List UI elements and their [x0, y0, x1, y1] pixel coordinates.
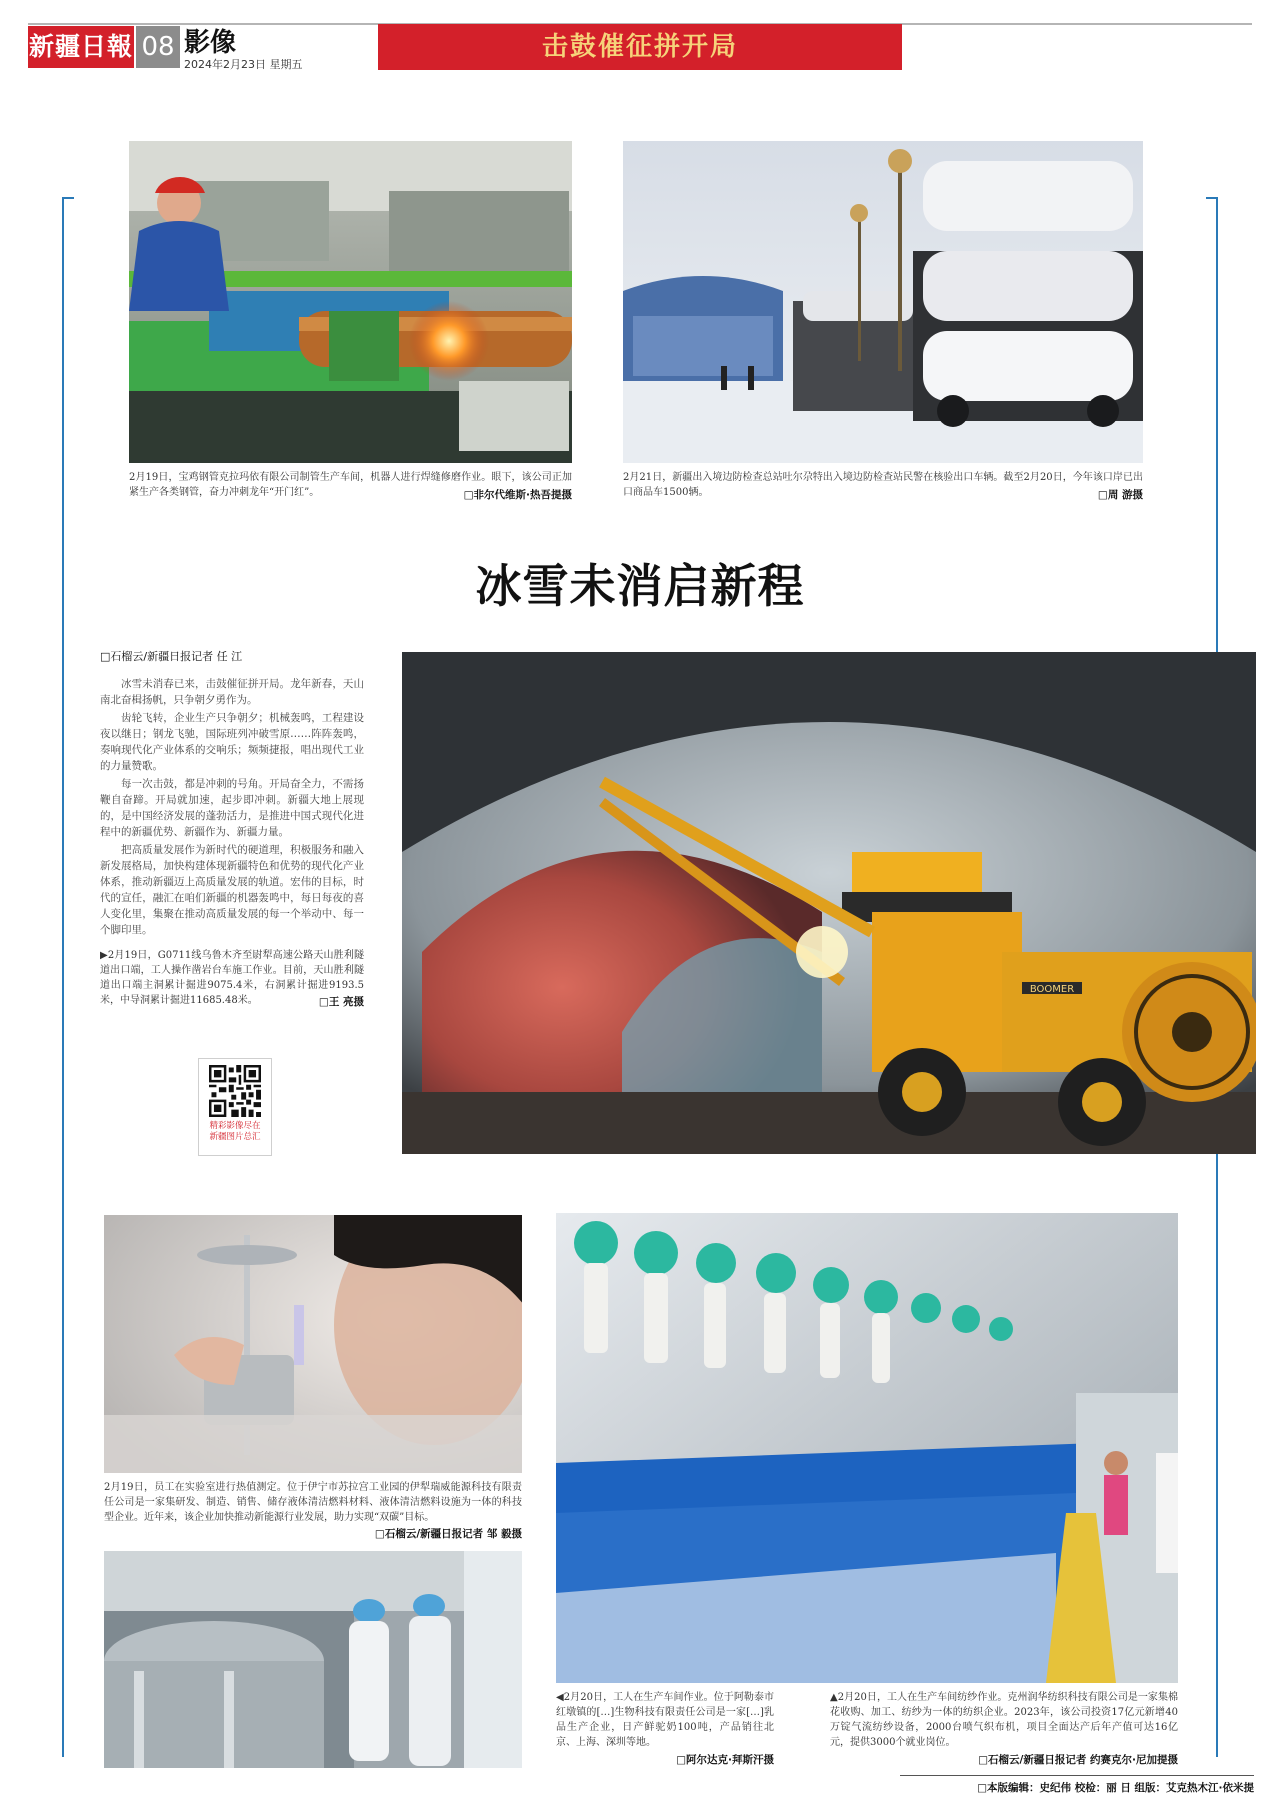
- article-paragraph: 齿轮飞转，企业生产只争朝夕；机械轰鸣，工程建设夜以继日；钢龙飞驰，国际班列冲破雪原……阵阵轰鸣，奏响现代化产业体系的交响乐；频频捷报，唱出现代工业的力量赞歌。: [100, 712, 364, 772]
- page-number: 08: [136, 26, 180, 68]
- credit-border-port: □周 游摄: [1097, 489, 1143, 501]
- topic-banner: 击鼓催征拼开局: [378, 24, 902, 70]
- caption-dairy: ◀2月20日，工人在生产车间作业。位于阿勒泰市红墩镇的[…]生物科技有限责任公司是一家[…]乳品生产企业，日产鲜驼奶100吨，产品销往北京、上海、深圳等地。: [556, 1692, 774, 1748]
- credit-tunnel: □王 亮摄: [318, 996, 364, 1008]
- article-byline: □石榴云/新疆日报记者 任 江: [100, 650, 243, 663]
- article-paragraph: 每一次击鼓，都是冲刺的号角。开局奋全力，不需扬鞭自奋蹄。开局就加速，起步即冲刺。新疆大地上展现的，是中国经济发展的蓬勃活力，是推进中国式现代化进程中的新疆优势、新疆作为、新疆力量。: [100, 778, 364, 838]
- machine-brand-label: BOOMER: [1029, 984, 1075, 995]
- photo-dairy: [104, 1551, 522, 1768]
- caption-spinning: ▲2月20日，工人在生产车间纺纱作业。克州润华纺织科技有限公司是一家集棉花收购、加工、纺纱为一体的纺织企业。2023年，该公司投资17亿元新增40万锭气流纺纱设备，2000台喷气织布机，项目全面达产后年产值可达16亿元，提供3000个就业岗位。: [830, 1692, 1178, 1748]
- photo-lab: [104, 1215, 522, 1473]
- caption-border-port: 2月21日，新疆出入境边防检查总站吐尔尕特出入境边防检查站民警在核验出口车辆。截至2月20日，今年该口岸已出口商品车1500辆。: [623, 472, 1143, 498]
- issue-date: 2024年2月23日 星期五: [184, 58, 303, 71]
- qr-code-icon[interactable]: [209, 1065, 261, 1117]
- qr-caption-line1: 精彩影像尽在: [209, 1121, 261, 1131]
- credit-lab: □石榴云/新疆日报记者 邹 毅摄: [374, 1528, 522, 1540]
- newspaper-logo: 新疆日報: [28, 26, 134, 68]
- caption-lab: 2月19日，员工在实验室进行热值测定。位于伊宁市苏拉宫工业园的伊犁瑞威能源科技有限责任公司是一家集研发、制造、销售、储存液体清洁燃料材料、液体清洁燃料设施为一体的科技型企业。近年来，该企业加快推动新能源行业发展，助力实现“双碳”目标。: [104, 1482, 522, 1523]
- footer-editors: □本版编辑：史纪伟 校检：丽 日 组版：艾克热木江·依米提: [977, 1782, 1254, 1794]
- caption-tunnel: ▶2月19日，G0711线乌鲁木齐至尉犁高速公路天山胜利隧道出口端，工人操作凿岩台车施工作业。目前，天山胜利隧道出口端主洞累计掘进9075.4米，右洞累计掘进9193.5米，中导洞累计掘进11685.48米。: [100, 950, 364, 1006]
- caption-pipe-factory: 2月19日，宝鸡钢管克拉玛依有限公司制管生产车间，机器人进行焊缝修磨作业。眼下，该公司正加紧生产各类钢管，奋力冲刺龙年“开门红”。: [129, 472, 572, 498]
- qr-box: [198, 1058, 272, 1156]
- article-paragraph: 冰雪未消春已来，击鼓催征拼开局。龙年新春，天山南北奋楫扬帆，只争朝夕勇作为。: [100, 678, 364, 706]
- article-body: [100, 676, 364, 940]
- article-headline: 冰雪未消启新程: [475, 559, 805, 613]
- photo-border-port: [623, 141, 1143, 463]
- frame-left-line: [62, 197, 64, 1757]
- qr-caption-line2: 新疆图片总汇: [209, 1132, 261, 1142]
- photo-tunnel: [402, 652, 1256, 1154]
- photo-pipe-factory: [129, 141, 572, 463]
- photo-spinning: [556, 1213, 1178, 1683]
- credit-pipe-factory: □非尔代维斯·热吾提摄: [463, 489, 572, 501]
- credit-spinning: □石榴云/新疆日报记者 约赛克尔·尼加提摄: [978, 1754, 1178, 1766]
- section-title: 影像: [184, 28, 237, 58]
- credit-dairy: □阿尔达克·拜斯汗摄: [676, 1754, 774, 1766]
- article-paragraph: 把高质量发展作为新时代的硬道理，积极服务和融入新发展格局，加快构建体现新疆特色和优势的现代化产业体系，推动新疆迈上高质量发展的轨道。宏伟的目标，时代的宣任，融汇在咱们新疆的机器轰鸣中，每日每夜的喜人变化里，集聚在推动高质量发展的每一个举动中、每一个脚印里。: [100, 844, 364, 936]
- footer-rule: [900, 1775, 1254, 1776]
